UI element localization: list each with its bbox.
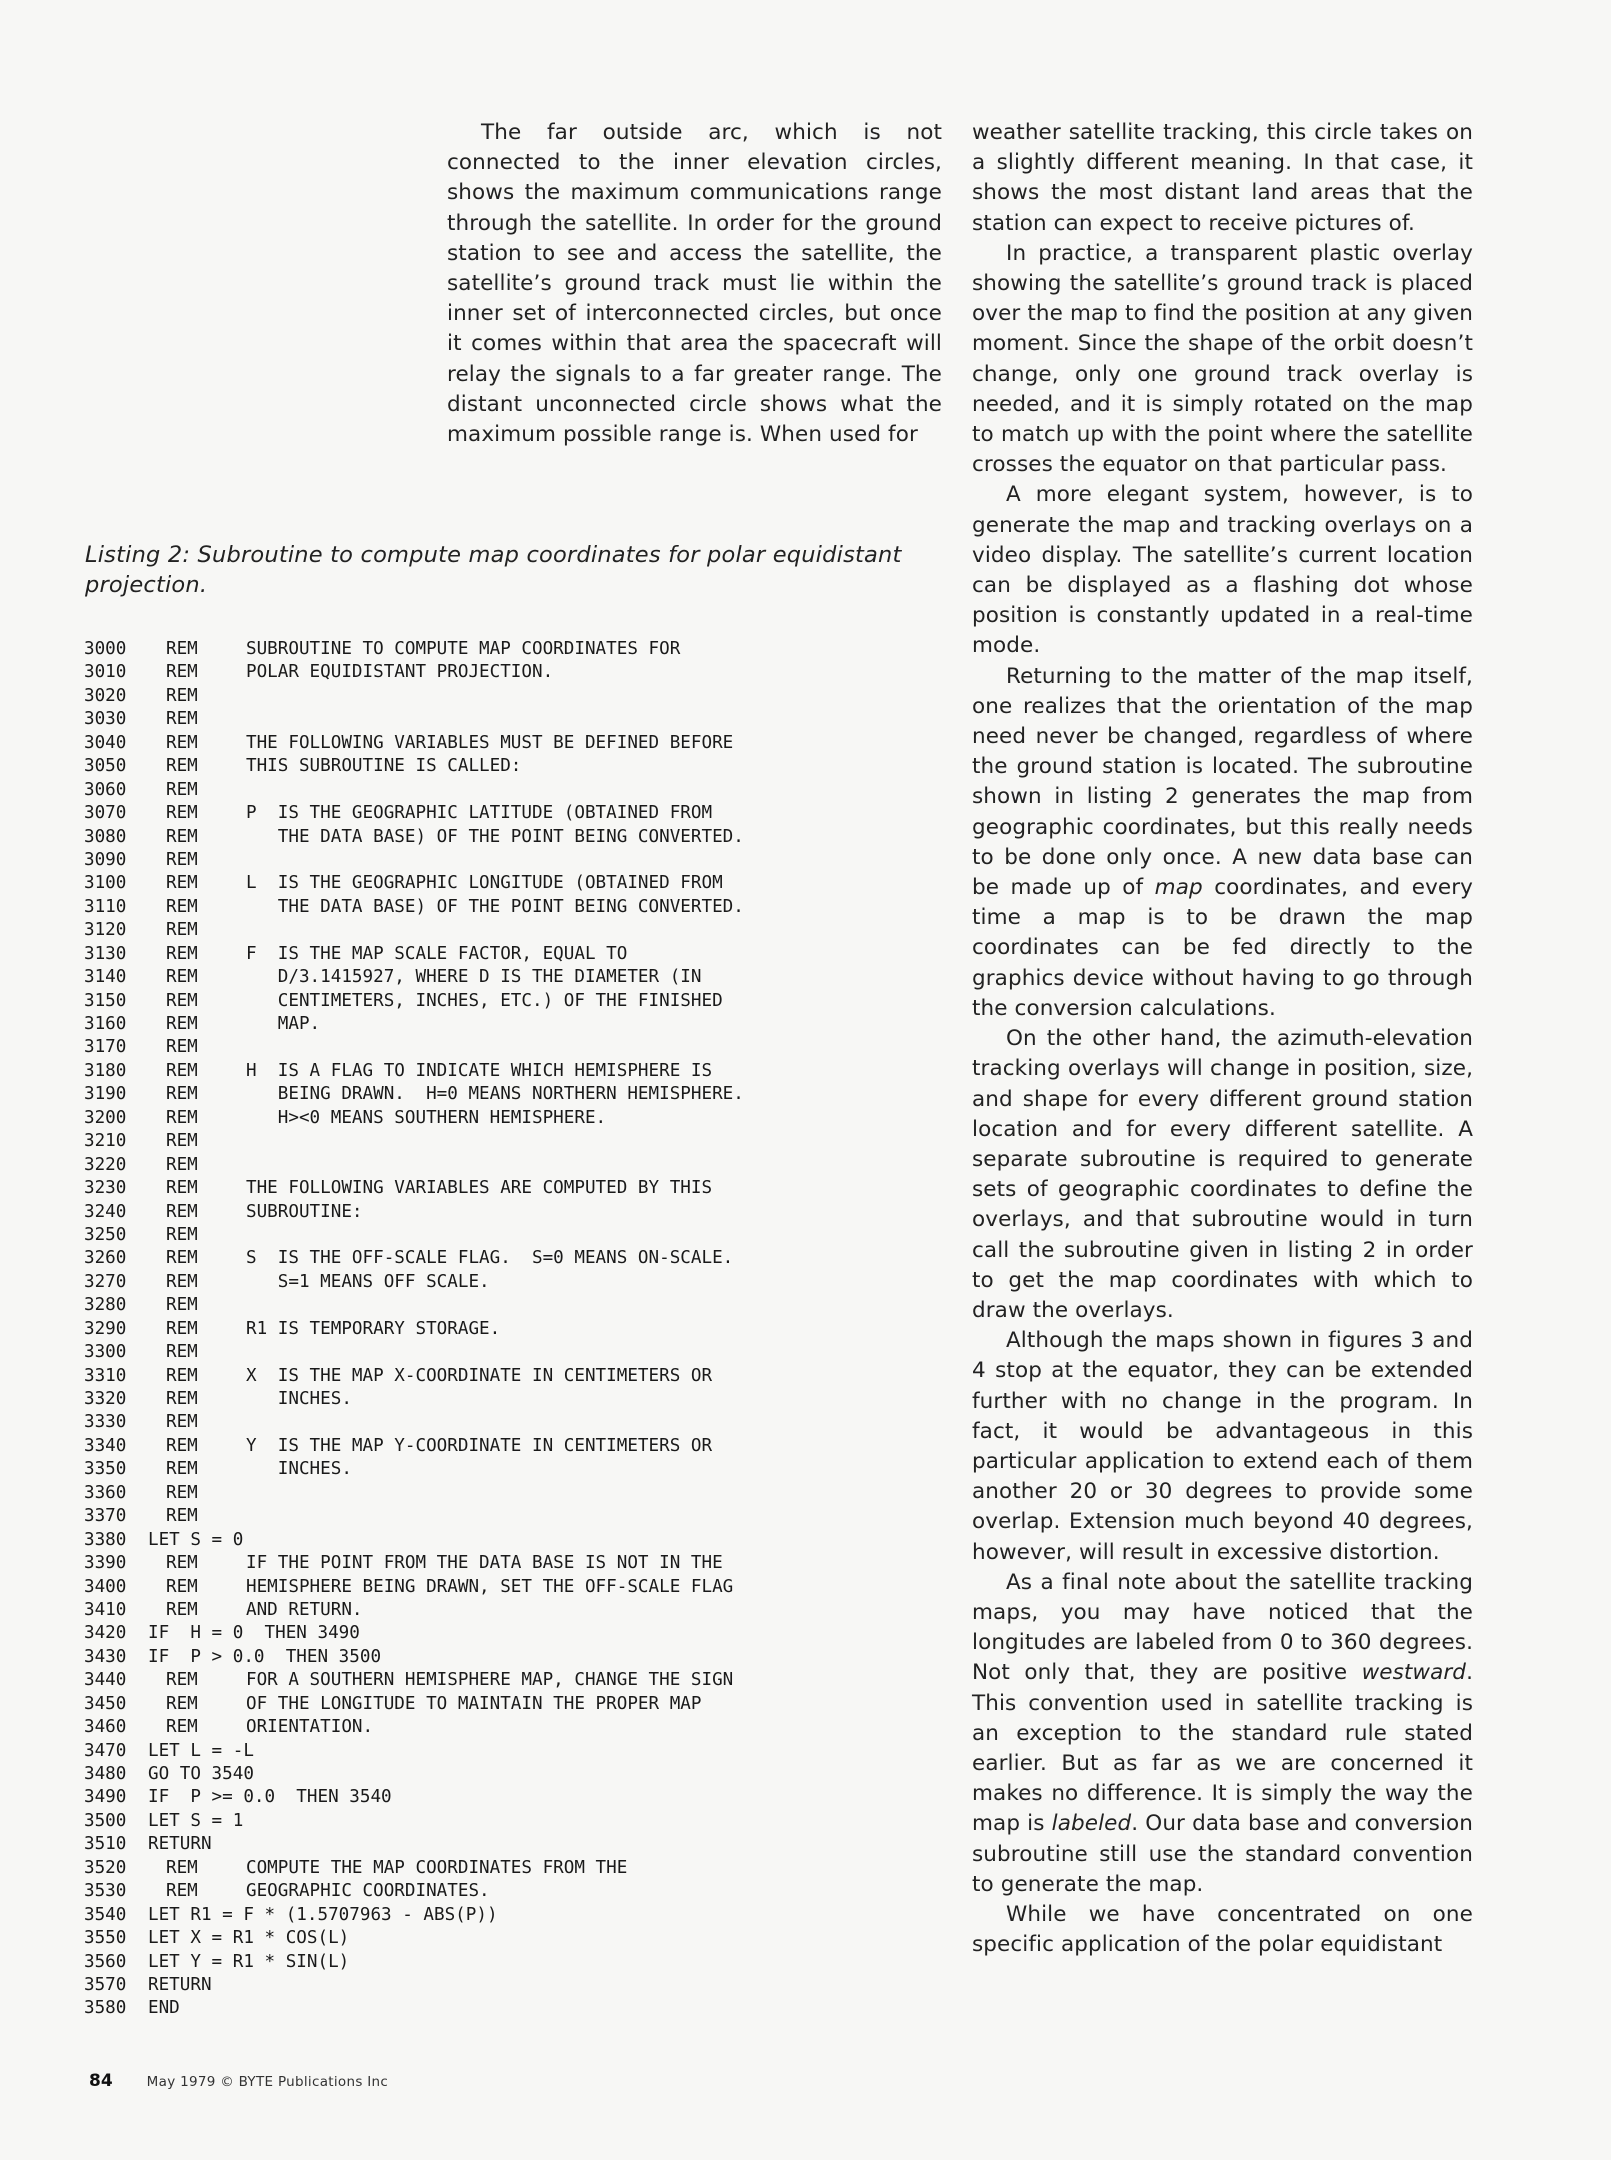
line-number: 3130: [84, 943, 127, 964]
code-line: [84, 755, 964, 778]
comment-text: POLAR EQUIDISTANT PROJECTION.: [246, 662, 554, 683]
rem-keyword: REM: [166, 1459, 198, 1480]
code-line: [84, 1974, 964, 1997]
line-number: 3240: [84, 1201, 127, 1222]
statement-text: RETURN: [148, 1834, 212, 1855]
code-line: [84, 1693, 964, 1716]
line-number: 3050: [84, 756, 127, 777]
emphasis-text: westward: [1361, 1660, 1467, 1686]
rem-keyword: REM: [166, 1365, 198, 1386]
line-number: 3290: [84, 1318, 127, 1339]
rem-keyword: REM: [166, 1037, 198, 1058]
rem-keyword: REM: [166, 685, 198, 706]
line-number: 3390: [84, 1553, 127, 1574]
line-number: 3230: [84, 1178, 127, 1199]
code-line: [84, 1294, 964, 1317]
line-number: 3460: [84, 1717, 127, 1738]
code-line: [84, 1365, 964, 1388]
line-number: 3540: [84, 1904, 127, 1925]
rem-keyword: REM: [166, 1412, 198, 1433]
code-line: [84, 1716, 964, 1739]
line-number: 3200: [84, 1107, 127, 1128]
comment-text: COMPUTE THE MAP COORDINATES FROM THE: [246, 1857, 628, 1878]
line-number: 3190: [84, 1084, 127, 1105]
rem-keyword: REM: [166, 639, 198, 659]
code-line: [84, 1458, 964, 1481]
comment-text: [246, 1130, 964, 1153]
code-line: [84, 826, 964, 849]
rem-keyword: REM: [166, 1201, 198, 1222]
text-run: Returning to the matter of the map itself, one realizes that the orientation of the map need never be changed, regardless of where the ground station is located. The subroutine shown in listing 2 generates the map from geographic coordinates, but this really needs to be done only once. A new data base can be made up of: [972, 663, 1473, 901]
paragraph: A more elegant system, however, is to generate the map and tracking overlays on a video display. The satellite’s current location can be displayed as a flashing dot whose position is constantly updated in a real-time mode.: [972, 482, 1473, 659]
paragraph: weather satellite tracking, this circle takes on a slightly different meaning. In that case, it shows the most distant land areas that the station can expect to receive pictures of.: [972, 120, 1473, 236]
rem-keyword: REM: [166, 1154, 198, 1175]
rem-keyword: REM: [166, 943, 198, 964]
line-number: 3220: [84, 1154, 127, 1175]
rem-keyword: REM: [166, 967, 198, 988]
code-line: [84, 896, 964, 919]
line-number: 3210: [84, 1131, 127, 1152]
rem-keyword: REM: [166, 1693, 198, 1714]
line-number: 3100: [84, 873, 127, 894]
line-number: 3270: [84, 1271, 127, 1292]
code-line: [84, 1646, 964, 1669]
comment-text: ORIENTATION.: [246, 1717, 374, 1738]
comment-text: [246, 685, 964, 708]
rem-keyword: REM: [166, 1599, 198, 1620]
code-line: [84, 1740, 964, 1763]
rem-keyword: REM: [166, 1670, 198, 1691]
code-line: [84, 1810, 964, 1833]
statement-text: GO TO 3540: [148, 1764, 254, 1784]
comment-text: THE FOLLOWING VARIABLES ARE COMPUTED BY THIS: [246, 1178, 713, 1199]
emphasis-text: map: [1154, 875, 1203, 901]
comment-text: CENTIMETERS, INCHES, ETC.) OF THE FINISHED: [246, 990, 723, 1011]
comment-text: THE DATA BASE) OF THE POINT BEING CONVERTED.: [246, 896, 744, 917]
paragraph: [972, 1568, 1473, 1900]
code-line: [84, 685, 964, 708]
rem-keyword: REM: [166, 709, 198, 730]
line-number: 3170: [84, 1037, 127, 1058]
line-number: 3530: [84, 1881, 127, 1902]
line-number: 3500: [84, 1810, 127, 1831]
comment-text: [246, 1224, 964, 1247]
code-line: [84, 1482, 964, 1505]
code-line: [84, 1060, 964, 1083]
code-line: [84, 1880, 964, 1903]
rem-keyword: REM: [166, 1881, 198, 1902]
comment-text: L IS THE GEOGRAPHIC LONGITUDE (OBTAINED FROM: [246, 873, 723, 894]
comment-text: FOR A SOUTHERN HEMISPHERE MAP, CHANGE THE SIGN: [246, 1670, 734, 1691]
code-line: [84, 1247, 964, 1270]
line-number: 3520: [84, 1857, 127, 1878]
code-line: [84, 872, 964, 895]
rem-keyword: REM: [166, 1084, 198, 1105]
code-line: [84, 1318, 964, 1341]
line-number: 3350: [84, 1459, 127, 1480]
comment-text: Y IS THE MAP Y-COORDINATE IN CENTIMETERS OR: [246, 1435, 713, 1456]
line-number: 3080: [84, 826, 127, 847]
line-number: 3070: [84, 803, 127, 824]
code-line: [84, 1411, 964, 1434]
rem-keyword: REM: [166, 1107, 198, 1128]
code-line: [84, 638, 964, 661]
line-number: 3430: [84, 1646, 127, 1667]
rem-keyword: REM: [166, 896, 198, 917]
rem-keyword: REM: [166, 803, 198, 824]
statement-text: LET R1 = F * (1.5707963 - ABS(P)): [148, 1904, 498, 1925]
comment-text: GEOGRAPHIC COORDINATES.: [246, 1881, 490, 1902]
line-number: 3060: [84, 779, 127, 800]
line-number: 3090: [84, 849, 127, 870]
comment-text: THE FOLLOWING VARIABLES MUST BE DEFINED BEFORE: [246, 732, 734, 753]
code-line: [84, 1154, 964, 1177]
line-number: 3120: [84, 920, 127, 941]
line-number: 3440: [84, 1670, 127, 1691]
line-number: 3310: [84, 1365, 127, 1386]
rem-keyword: REM: [166, 662, 198, 683]
rem-keyword: REM: [166, 1318, 198, 1339]
text-run: As a final note about the satellite tracking maps, you may have noticed that the longitudes are labeled from 0 to 360 degrees. Not only that, they are positive: [972, 1569, 1473, 1686]
comment-text: H IS A FLAG TO INDICATE WHICH HEMISPHERE IS: [246, 1060, 713, 1081]
line-number: 3330: [84, 1412, 127, 1433]
code-line: [84, 1857, 964, 1880]
code-line: [84, 1552, 964, 1575]
statement-text: LET S = 0: [148, 1529, 244, 1550]
statement-text: LET S = 1: [148, 1810, 244, 1831]
rem-keyword: REM: [166, 1506, 198, 1527]
statement-text: LET L = -L: [148, 1740, 254, 1761]
page-number: 84: [89, 2071, 113, 2091]
article-text-top-left: [447, 118, 942, 450]
comment-text: BEING DRAWN. H=0 MEANS NORTHERN HEMISPHERE.: [246, 1084, 744, 1105]
paragraph: The far outside arc, which is not connected to the inner elevation circles, shows the maximum communications range through the satellite. In order for the ground station to see and access the satellite, the satellite’s ground track must lie within the inner set of interconnected circles, but once it comes within that area the spacecraft will relay the signals to a far greater range. The distant unconnected circle shows what the maximum possible range is. When used for: [447, 120, 942, 448]
code-line: [84, 849, 964, 872]
line-number: 3400: [84, 1576, 127, 1597]
line-number: 3160: [84, 1014, 127, 1034]
code-line: [84, 990, 964, 1013]
rem-keyword: REM: [166, 990, 198, 1011]
comment-text: [246, 1294, 964, 1317]
comment-text: H><0 MEANS SOUTHERN HEMISPHERE.: [246, 1107, 607, 1128]
rem-keyword: REM: [166, 920, 198, 941]
rem-keyword: REM: [166, 1342, 198, 1363]
statement-text: LET Y = R1 * SIN(L): [148, 1951, 350, 1972]
paragraph: [972, 662, 1473, 1024]
code-line: [84, 966, 964, 989]
line-number: 3300: [84, 1342, 127, 1363]
comment-text: [246, 708, 964, 731]
comment-text: [246, 1036, 964, 1059]
comment-text: [246, 1154, 964, 1177]
comment-text: P IS THE GEOGRAPHIC LATITUDE (OBTAINED FROM: [246, 803, 713, 824]
code-line: [84, 1927, 964, 1950]
comment-text: [246, 779, 964, 802]
code-line: [84, 1177, 964, 1200]
line-number: 3470: [84, 1740, 127, 1761]
comment-text: OF THE LONGITUDE TO MAINTAIN THE PROPER MAP: [246, 1693, 702, 1714]
comment-text: THIS SUBROUTINE IS CALLED:: [246, 756, 522, 777]
line-number: 3560: [84, 1951, 127, 1972]
rem-keyword: REM: [166, 1131, 198, 1152]
line-number: 3280: [84, 1295, 127, 1316]
article-text-right-column: [972, 118, 1473, 1960]
code-line: [84, 779, 964, 802]
code-line: [84, 1083, 964, 1106]
comment-text: X IS THE MAP X-COORDINATE IN CENTIMETERS OR: [246, 1365, 713, 1386]
basic-code-listing: [84, 638, 964, 2021]
line-number: 3380: [84, 1529, 127, 1550]
comment-text: MAP.: [246, 1014, 321, 1034]
code-line: [84, 919, 964, 942]
code-line: [84, 1599, 964, 1622]
code-line: [84, 1013, 964, 1036]
code-line: [84, 1341, 964, 1364]
line-number: 3420: [84, 1623, 127, 1644]
line-number: 3450: [84, 1693, 127, 1714]
rem-keyword: REM: [166, 1295, 198, 1316]
code-line: [84, 1669, 964, 1692]
line-number: 3410: [84, 1599, 127, 1620]
rem-keyword: REM: [166, 756, 198, 777]
line-number: 3510: [84, 1834, 127, 1855]
code-line: [84, 1435, 964, 1458]
rem-keyword: REM: [166, 732, 198, 753]
comment-text: THE DATA BASE) OF THE POINT BEING CONVERTED.: [246, 826, 744, 847]
text-run: . Our data base and conversion subroutine still use the standard convention to generate the map.: [972, 1811, 1474, 1897]
publication-credit: May 1979 © BYTE Publications Inc: [146, 2074, 389, 2090]
line-number: 3480: [84, 1764, 127, 1784]
rem-keyword: REM: [166, 1014, 198, 1034]
rem-keyword: REM: [166, 1435, 198, 1456]
text-run: . This convention used in satellite tracking is an exception to the standard rule stated earlier. But as far as we are concerned it makes no difference. It is simply the way the map is: [972, 1660, 1473, 1837]
rem-keyword: REM: [166, 1717, 198, 1738]
line-number: 3340: [84, 1435, 127, 1456]
line-number: 3360: [84, 1482, 127, 1503]
emphasis-text: labeled: [1051, 1811, 1132, 1837]
comment-text: F IS THE MAP SCALE FACTOR, EQUAL TO: [246, 943, 628, 964]
rem-keyword: REM: [166, 1060, 198, 1081]
comment-text: [246, 849, 964, 872]
comment-text: [246, 1411, 964, 1434]
code-line: [84, 1529, 964, 1552]
line-number: 3040: [84, 732, 127, 753]
comment-text: INCHES.: [246, 1389, 352, 1409]
code-line: [84, 1997, 964, 2020]
code-line: [84, 1201, 964, 1224]
comment-text: HEMISPHERE BEING DRAWN, SET THE OFF-SCALE FLAG: [246, 1576, 734, 1597]
code-line: [84, 1036, 964, 1059]
line-number: 3030: [84, 709, 127, 730]
rem-keyword: REM: [166, 826, 198, 847]
line-number: 3570: [84, 1974, 127, 1995]
comment-text: SUBROUTINE:: [246, 1201, 363, 1222]
code-line: [84, 1786, 964, 1809]
rem-keyword: REM: [166, 873, 198, 894]
line-number: 3320: [84, 1389, 127, 1409]
statement-text: LET X = R1 * COS(L): [148, 1928, 350, 1949]
comment-text: [246, 1341, 964, 1364]
comment-text: AND RETURN.: [246, 1599, 363, 1620]
code-line: [84, 943, 964, 966]
comment-text: S IS THE OFF-SCALE FLAG. S=0 MEANS ON-SCALE.: [246, 1248, 734, 1269]
line-number: 3580: [84, 1998, 127, 2019]
rem-keyword: REM: [166, 1178, 198, 1199]
statement-text: IF P > 0.0 THEN 3500: [148, 1646, 382, 1667]
text-run: coordinates, and every time a map is to be drawn the map coordinates can be fed directly to the graphics device without having to go through the conversion calculations.: [972, 875, 1473, 1021]
line-number: 3370: [84, 1506, 127, 1527]
code-line: [84, 802, 964, 825]
rem-keyword: REM: [166, 1389, 198, 1409]
line-number: 3260: [84, 1248, 127, 1269]
line-number: 3490: [84, 1787, 127, 1808]
code-line: [84, 1576, 964, 1599]
statement-text: END: [148, 1998, 180, 2019]
comment-text: INCHES.: [246, 1459, 352, 1480]
comment-text: IF THE POINT FROM THE DATA BASE IS NOT IN THE: [246, 1553, 723, 1574]
code-line: [84, 1107, 964, 1130]
line-number: 3140: [84, 967, 127, 988]
comment-text: R1 IS TEMPORARY STORAGE.: [246, 1318, 501, 1339]
code-line: [84, 708, 964, 731]
rem-keyword: REM: [166, 849, 198, 870]
line-number: 3550: [84, 1928, 127, 1949]
line-number: 3020: [84, 685, 127, 706]
comment-text: SUBROUTINE TO COMPUTE MAP COORDINATES FOR: [246, 639, 681, 659]
rem-keyword: REM: [166, 1224, 198, 1245]
code-line: [84, 1224, 964, 1247]
rem-keyword: REM: [166, 1857, 198, 1878]
line-number: 3000: [84, 639, 127, 659]
line-number: 3250: [84, 1224, 127, 1245]
paragraph: Although the maps shown in figures 3 and 4 stop at the equator, they can be extended further with no change in the program. In fact, it would be advantageous in this particular application to extend each of them another 20 or 30 degrees to provide some overlap. Extension much beyond 40 degrees, however, will result in excessive distortion.: [972, 1328, 1473, 1565]
comment-text: [246, 1482, 964, 1505]
code-line: [84, 1388, 964, 1411]
code-line: [84, 1951, 964, 1974]
line-number: 3110: [84, 896, 127, 917]
listing-caption: Listing 2: Subroutine to compute map coordinates for polar equidistant projection.: [85, 542, 902, 598]
paragraph: In practice, a transparent plastic overlay showing the satellite’s ground track is placed over the map to find the position at any given moment. Since the shape of the orbit doesn’t change, only one ground track overlay is needed, and it is simply rotated on the map to match up with the point where the satellite crosses the equator on that particular pass.: [972, 240, 1473, 478]
paragraph: On the other hand, the azimuth-elevation tracking overlays will change in position, size, and shape for every different ground station location and for every different satellite. A separate subroutine is required to generate sets of geographic coordinates to define the overlays, and that subroutine would in turn call the subroutine given in listing 2 in order to get the map coordinates with which to draw the overlays.: [972, 1026, 1473, 1323]
code-line: [84, 661, 964, 684]
line-number: 3180: [84, 1060, 127, 1081]
rem-keyword: REM: [166, 779, 198, 800]
comment-text: [246, 919, 964, 942]
rem-keyword: REM: [166, 1248, 198, 1269]
rem-keyword: REM: [166, 1576, 198, 1597]
code-line: [84, 1833, 964, 1856]
code-line: [84, 732, 964, 755]
comment-text: [246, 1505, 964, 1528]
rem-keyword: REM: [166, 1482, 198, 1503]
paragraph: While we have concentrated on one specific application of the polar equidistant: [972, 1901, 1473, 1958]
code-line: [84, 1505, 964, 1528]
line-number: 3010: [84, 662, 127, 683]
statement-text: IF P >= 0.0 THEN 3540: [148, 1787, 392, 1808]
code-line: [84, 1622, 964, 1645]
code-line: [84, 1904, 964, 1927]
code-line: [84, 1271, 964, 1294]
comment-text: D/3.1415927, WHERE D IS THE DIAMETER (IN: [246, 967, 702, 988]
statement-text: RETURN: [148, 1974, 212, 1995]
rem-keyword: REM: [166, 1553, 198, 1574]
statement-text: IF H = 0 THEN 3490: [148, 1623, 360, 1644]
page-footer: [89, 2071, 388, 2091]
code-line: [84, 1130, 964, 1153]
rem-keyword: REM: [166, 1271, 198, 1292]
comment-text: S=1 MEANS OFF SCALE.: [246, 1271, 490, 1292]
line-number: 3150: [84, 990, 127, 1011]
code-line: [84, 1763, 964, 1786]
